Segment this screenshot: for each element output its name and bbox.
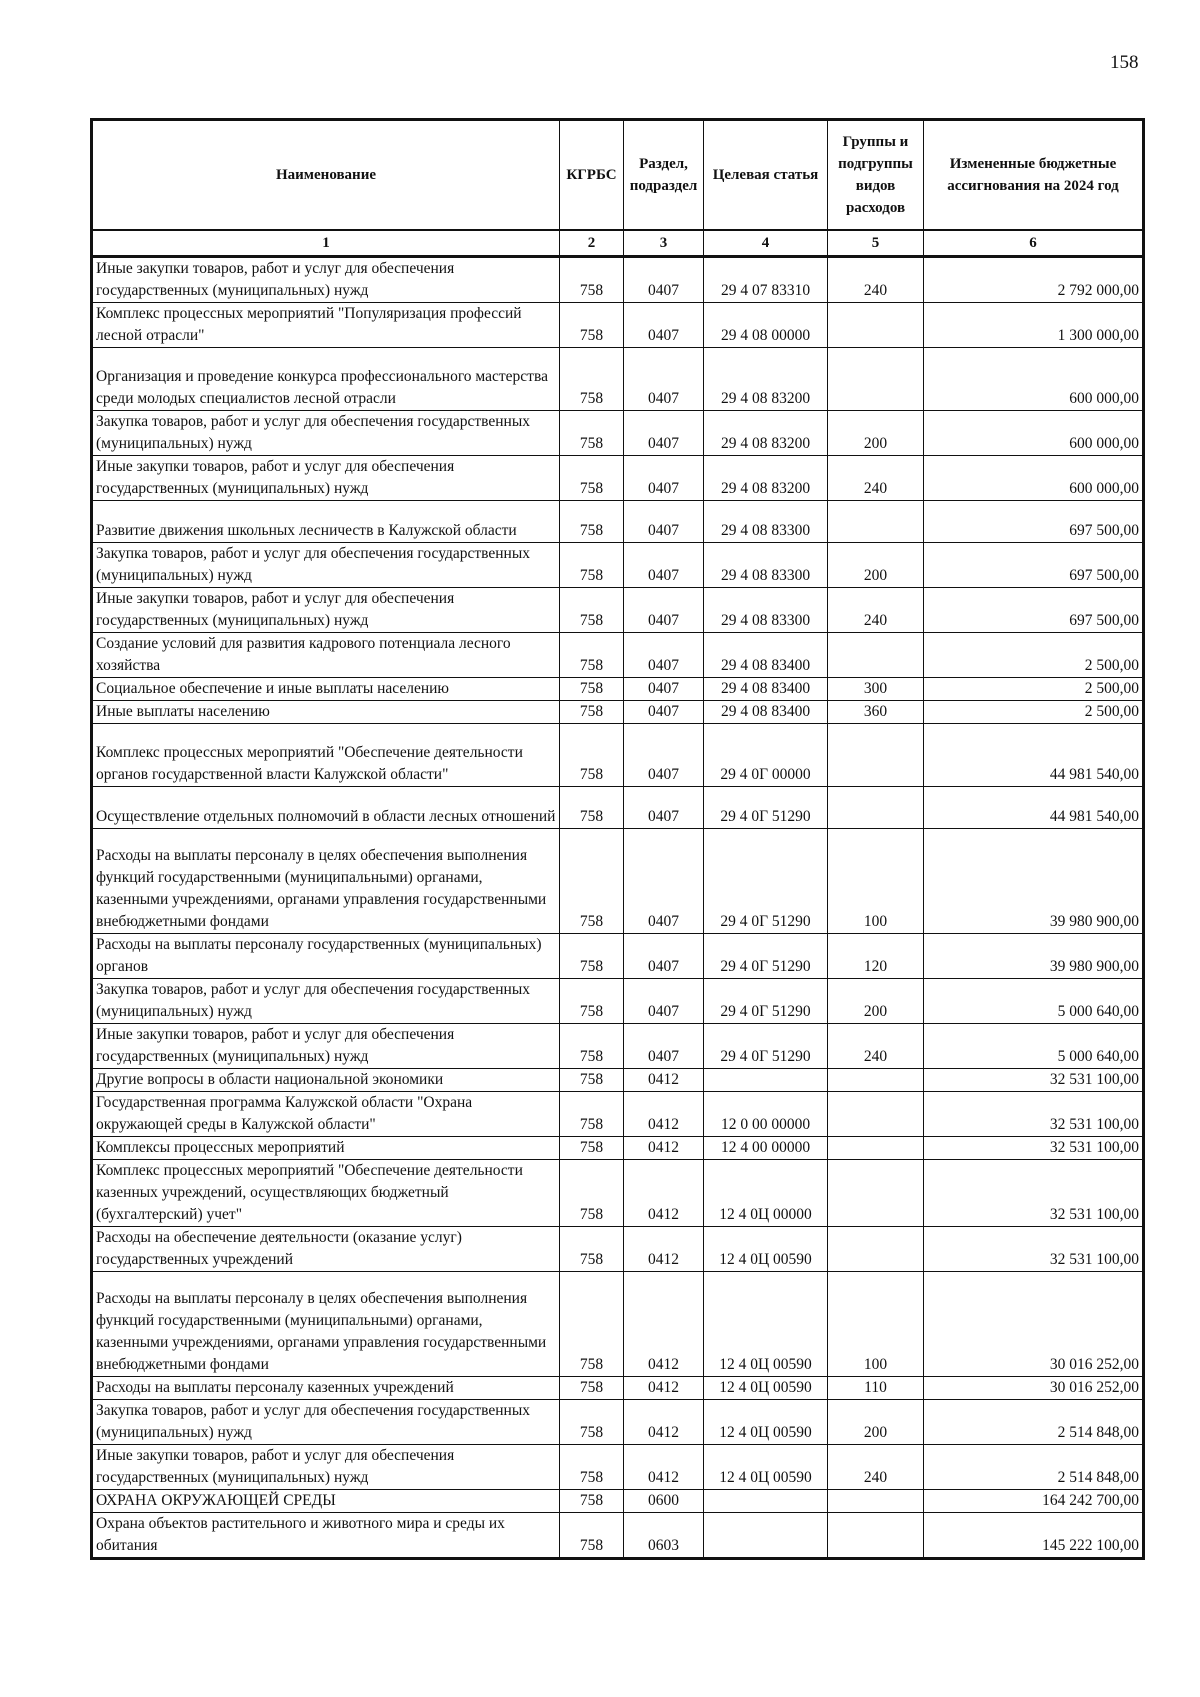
- row-article: 29 4 07 83310: [704, 257, 828, 303]
- row-article: 29 4 0Г 00000: [704, 724, 828, 787]
- row-section: 0407: [624, 724, 704, 787]
- row-kgrbs: 758: [560, 1272, 624, 1377]
- table-row: [92, 1445, 1144, 1490]
- row-article: 12 0 00 00000: [704, 1092, 828, 1137]
- row-kgrbs: 758: [560, 1445, 624, 1490]
- row-article: 12 4 0Ц 00590: [704, 1227, 828, 1272]
- row-group: [828, 633, 924, 678]
- row-group: 300: [828, 678, 924, 701]
- row-amount: 697 500,00: [924, 543, 1144, 588]
- row-section: 0407: [624, 829, 704, 934]
- header-num-3: 3: [624, 230, 704, 257]
- row-section: 0412: [624, 1445, 704, 1490]
- row-kgrbs: 758: [560, 348, 624, 411]
- row-name: Охрана объектов растительного и животного мира и среды их обитания: [92, 1513, 560, 1559]
- row-article: 29 4 08 83300: [704, 588, 828, 633]
- row-group: [828, 1069, 924, 1092]
- row-amount: 2 514 848,00: [924, 1445, 1144, 1490]
- row-section: 0407: [624, 348, 704, 411]
- header-group: Группы и подгруппы видов расходов: [828, 120, 924, 231]
- row-name: Осуществление отдельных полномочий в области лесных отношений: [92, 787, 560, 829]
- row-section: 0407: [624, 701, 704, 724]
- table-row: [92, 724, 1144, 787]
- header-name: Наименование: [92, 120, 560, 231]
- budget-table: [90, 118, 1145, 1560]
- row-kgrbs: 758: [560, 1024, 624, 1069]
- row-article: 29 4 08 83400: [704, 678, 828, 701]
- header-kgrbs: КГРБС: [560, 120, 624, 231]
- row-kgrbs: 758: [560, 411, 624, 456]
- row-group: [828, 1137, 924, 1160]
- row-group: 240: [828, 456, 924, 501]
- row-article: 29 4 08 83400: [704, 633, 828, 678]
- row-group: [828, 1160, 924, 1227]
- row-name: Расходы на выплаты персоналу казенных учреждений: [92, 1377, 560, 1400]
- row-kgrbs: 758: [560, 678, 624, 701]
- row-group: 240: [828, 1445, 924, 1490]
- row-amount: 600 000,00: [924, 456, 1144, 501]
- row-kgrbs: 758: [560, 1069, 624, 1092]
- header-num-6: 6: [924, 230, 1144, 257]
- header-article: Целевая статья: [704, 120, 828, 231]
- row-section: 0407: [624, 257, 704, 303]
- row-name: Комплексы процессных мероприятий: [92, 1137, 560, 1160]
- row-section: 0600: [624, 1490, 704, 1513]
- row-amount: 600 000,00: [924, 411, 1144, 456]
- row-amount: 32 531 100,00: [924, 1069, 1144, 1092]
- table-row: [92, 588, 1144, 633]
- table-row: [92, 979, 1144, 1024]
- row-amount: 5 000 640,00: [924, 979, 1144, 1024]
- header-num-4: 4: [704, 230, 828, 257]
- row-article: 29 4 08 00000: [704, 303, 828, 348]
- row-article: 29 4 0Г 51290: [704, 1024, 828, 1069]
- row-name: Развитие движения школьных лесничеств в Калужской области: [92, 501, 560, 543]
- row-group: [828, 1513, 924, 1559]
- header-amount: Измененные бюджетные ассигнования на 2024 год: [924, 120, 1144, 231]
- row-name: Комплекс процессных мероприятий "Популяризация профессий лесной отрасли": [92, 303, 560, 348]
- row-group: 240: [828, 1024, 924, 1069]
- table-row: [92, 501, 1144, 543]
- table-row: [92, 257, 1144, 303]
- page-number: 158: [1110, 52, 1139, 73]
- table-row: [92, 1137, 1144, 1160]
- row-group: [828, 1227, 924, 1272]
- table-row: [92, 456, 1144, 501]
- table-header: [92, 120, 1144, 257]
- row-kgrbs: 758: [560, 501, 624, 543]
- row-name: Социальное обеспечение и иные выплаты населению: [92, 678, 560, 701]
- row-section: 0407: [624, 787, 704, 829]
- table-row: [92, 829, 1144, 934]
- row-group: [828, 1490, 924, 1513]
- row-section: 0412: [624, 1377, 704, 1400]
- table-row: [92, 348, 1144, 411]
- row-article: 12 4 0Ц 00000: [704, 1160, 828, 1227]
- row-section: 0407: [624, 934, 704, 979]
- row-amount: 600 000,00: [924, 348, 1144, 411]
- row-amount: 2 500,00: [924, 701, 1144, 724]
- row-amount: 32 531 100,00: [924, 1092, 1144, 1137]
- row-kgrbs: 758: [560, 829, 624, 934]
- row-group: 200: [828, 979, 924, 1024]
- table-row: [92, 934, 1144, 979]
- row-section: 0407: [624, 456, 704, 501]
- row-group: 110: [828, 1377, 924, 1400]
- row-article: 29 4 08 83300: [704, 543, 828, 588]
- row-kgrbs: 758: [560, 588, 624, 633]
- row-article: 29 4 08 83300: [704, 501, 828, 543]
- row-section: 0407: [624, 678, 704, 701]
- table-row: [92, 1272, 1144, 1377]
- row-kgrbs: 758: [560, 1400, 624, 1445]
- row-name: ОХРАНА ОКРУЖАЮЩЕЙ СРЕДЫ: [92, 1490, 560, 1513]
- row-section: 0407: [624, 543, 704, 588]
- row-amount: 32 531 100,00: [924, 1137, 1144, 1160]
- row-amount: 30 016 252,00: [924, 1272, 1144, 1377]
- row-group: 360: [828, 701, 924, 724]
- table-row: [92, 678, 1144, 701]
- row-amount: 44 981 540,00: [924, 787, 1144, 829]
- row-amount: 5 000 640,00: [924, 1024, 1144, 1069]
- row-amount: 697 500,00: [924, 588, 1144, 633]
- row-name: Расходы на выплаты персоналу в целях обеспечения выполнения функций государственными (муниципальными) органами, казенными учреждениями, органами управления государственными внебюджетными фондами: [92, 829, 560, 934]
- row-amount: 32 531 100,00: [924, 1160, 1144, 1227]
- row-amount: 32 531 100,00: [924, 1227, 1144, 1272]
- row-group: 200: [828, 1400, 924, 1445]
- row-section: 0412: [624, 1137, 704, 1160]
- row-group: [828, 348, 924, 411]
- row-amount: 39 980 900,00: [924, 829, 1144, 934]
- row-name: Комплекс процессных мероприятий "Обеспечение деятельности казенных учреждений, осуществляющих бюджетный (бухгалтерский) учет": [92, 1160, 560, 1227]
- table-row: [92, 1069, 1144, 1092]
- table-row: [92, 1092, 1144, 1137]
- table-row: [92, 1490, 1144, 1513]
- row-kgrbs: 758: [560, 633, 624, 678]
- row-kgrbs: 758: [560, 787, 624, 829]
- table-row: [92, 543, 1144, 588]
- row-group: [828, 501, 924, 543]
- row-group: [828, 303, 924, 348]
- row-name: Создание условий для развития кадрового потенциала лесного хозяйства: [92, 633, 560, 678]
- row-article: 12 4 0Ц 00590: [704, 1377, 828, 1400]
- row-group: 120: [828, 934, 924, 979]
- row-amount: 30 016 252,00: [924, 1377, 1144, 1400]
- row-kgrbs: 758: [560, 1377, 624, 1400]
- row-section: 0407: [624, 303, 704, 348]
- row-article: 12 4 0Ц 00590: [704, 1272, 828, 1377]
- row-name: Иные закупки товаров, работ и услуг для обеспечения государственных (муниципальных) нужд: [92, 257, 560, 303]
- row-section: 0412: [624, 1160, 704, 1227]
- row-name: Расходы на выплаты персоналу в целях обеспечения выполнения функций государственными (муниципальными) органами, казенными учреждениями, органами управления государственными внебюджетными фондами: [92, 1272, 560, 1377]
- row-amount: 164 242 700,00: [924, 1490, 1144, 1513]
- row-section: 0407: [624, 979, 704, 1024]
- row-name: Иные закупки товаров, работ и услуг для обеспечения государственных (муниципальных) нужд: [92, 588, 560, 633]
- table-row: [92, 1227, 1144, 1272]
- row-kgrbs: 758: [560, 456, 624, 501]
- row-section: 0412: [624, 1272, 704, 1377]
- row-article: 29 4 0Г 51290: [704, 934, 828, 979]
- row-section: 0412: [624, 1227, 704, 1272]
- row-amount: 697 500,00: [924, 501, 1144, 543]
- row-article: 12 4 0Ц 00590: [704, 1445, 828, 1490]
- row-name: Иные выплаты населению: [92, 701, 560, 724]
- row-group: 100: [828, 1272, 924, 1377]
- row-article: 12 4 0Ц 00590: [704, 1400, 828, 1445]
- row-name: Иные закупки товаров, работ и услуг для обеспечения государственных (муниципальных) нужд: [92, 1024, 560, 1069]
- row-name: Организация и проведение конкурса профессионального мастерства среди молодых специалистов лесной отрасли: [92, 348, 560, 411]
- row-kgrbs: 758: [560, 1092, 624, 1137]
- row-section: 0407: [624, 633, 704, 678]
- header-section: Раздел, подраздел: [624, 120, 704, 231]
- row-group: [828, 787, 924, 829]
- row-article: 29 4 0Г 51290: [704, 979, 828, 1024]
- row-article: 29 4 08 83400: [704, 701, 828, 724]
- row-amount: 44 981 540,00: [924, 724, 1144, 787]
- row-amount: 2 500,00: [924, 633, 1144, 678]
- row-kgrbs: 758: [560, 701, 624, 724]
- row-name: Иные закупки товаров, работ и услуг для обеспечения государственных (муниципальных) нужд: [92, 456, 560, 501]
- row-amount: 2 792 000,00: [924, 257, 1144, 303]
- row-name: Иные закупки товаров, работ и услуг для обеспечения государственных (муниципальных) нужд: [92, 1445, 560, 1490]
- row-article: [704, 1490, 828, 1513]
- row-group: 200: [828, 411, 924, 456]
- row-article: [704, 1069, 828, 1092]
- row-name: Закупка товаров, работ и услуг для обеспечения государственных (муниципальных) нужд: [92, 411, 560, 456]
- row-kgrbs: 758: [560, 257, 624, 303]
- row-amount: 145 222 100,00: [924, 1513, 1144, 1559]
- row-kgrbs: 758: [560, 1513, 624, 1559]
- table-row: [92, 1513, 1144, 1559]
- row-section: 0407: [624, 588, 704, 633]
- row-name: Закупка товаров, работ и услуг для обеспечения государственных (муниципальных) нужд: [92, 979, 560, 1024]
- table-row: [92, 633, 1144, 678]
- row-name: Комплекс процессных мероприятий "Обеспечение деятельности органов государственной власти Калужской области": [92, 724, 560, 787]
- header-num-5: 5: [828, 230, 924, 257]
- header-num-2: 2: [560, 230, 624, 257]
- row-name: Закупка товаров, работ и услуг для обеспечения государственных (муниципальных) нужд: [92, 1400, 560, 1445]
- table-row: [92, 701, 1144, 724]
- row-article: 12 4 00 00000: [704, 1137, 828, 1160]
- row-section: 0407: [624, 501, 704, 543]
- row-name: Закупка товаров, работ и услуг для обеспечения государственных (муниципальных) нужд: [92, 543, 560, 588]
- table-row: [92, 787, 1144, 829]
- row-kgrbs: 758: [560, 303, 624, 348]
- row-kgrbs: 758: [560, 543, 624, 588]
- row-group: [828, 1092, 924, 1137]
- table-row: [92, 303, 1144, 348]
- row-section: 0412: [624, 1400, 704, 1445]
- row-kgrbs: 758: [560, 1137, 624, 1160]
- header-num-1: 1: [92, 230, 560, 257]
- row-amount: 39 980 900,00: [924, 934, 1144, 979]
- row-group: 240: [828, 257, 924, 303]
- row-amount: 2 514 848,00: [924, 1400, 1144, 1445]
- row-name: Расходы на обеспечение деятельности (оказание услуг) государственных учреждений: [92, 1227, 560, 1272]
- row-section: 0407: [624, 411, 704, 456]
- row-article: 29 4 0Г 51290: [704, 787, 828, 829]
- row-section: 0412: [624, 1069, 704, 1092]
- row-section: 0412: [624, 1092, 704, 1137]
- row-group: 100: [828, 829, 924, 934]
- row-kgrbs: 758: [560, 934, 624, 979]
- row-name: Государственная программа Калужской области "Охрана окружающей среды в Калужской области": [92, 1092, 560, 1137]
- table-row: [92, 1160, 1144, 1227]
- row-kgrbs: 758: [560, 724, 624, 787]
- row-article: 29 4 08 83200: [704, 348, 828, 411]
- row-amount: 2 500,00: [924, 678, 1144, 701]
- row-article: [704, 1513, 828, 1559]
- table-body: [92, 257, 1144, 1559]
- row-kgrbs: 758: [560, 1227, 624, 1272]
- row-name: Другие вопросы в области национальной экономики: [92, 1069, 560, 1092]
- row-article: 29 4 0Г 51290: [704, 829, 828, 934]
- row-group: [828, 724, 924, 787]
- table-row: [92, 1024, 1144, 1069]
- table-row: [92, 1400, 1144, 1445]
- row-article: 29 4 08 83200: [704, 411, 828, 456]
- row-group: 200: [828, 543, 924, 588]
- row-name: Расходы на выплаты персоналу государственных (муниципальных) органов: [92, 934, 560, 979]
- table-row: [92, 1377, 1144, 1400]
- row-kgrbs: 758: [560, 979, 624, 1024]
- row-amount: 1 300 000,00: [924, 303, 1144, 348]
- row-kgrbs: 758: [560, 1490, 624, 1513]
- row-kgrbs: 758: [560, 1160, 624, 1227]
- row-section: 0407: [624, 1024, 704, 1069]
- table-row: [92, 411, 1144, 456]
- row-article: 29 4 08 83200: [704, 456, 828, 501]
- row-section: 0603: [624, 1513, 704, 1559]
- row-group: 240: [828, 588, 924, 633]
